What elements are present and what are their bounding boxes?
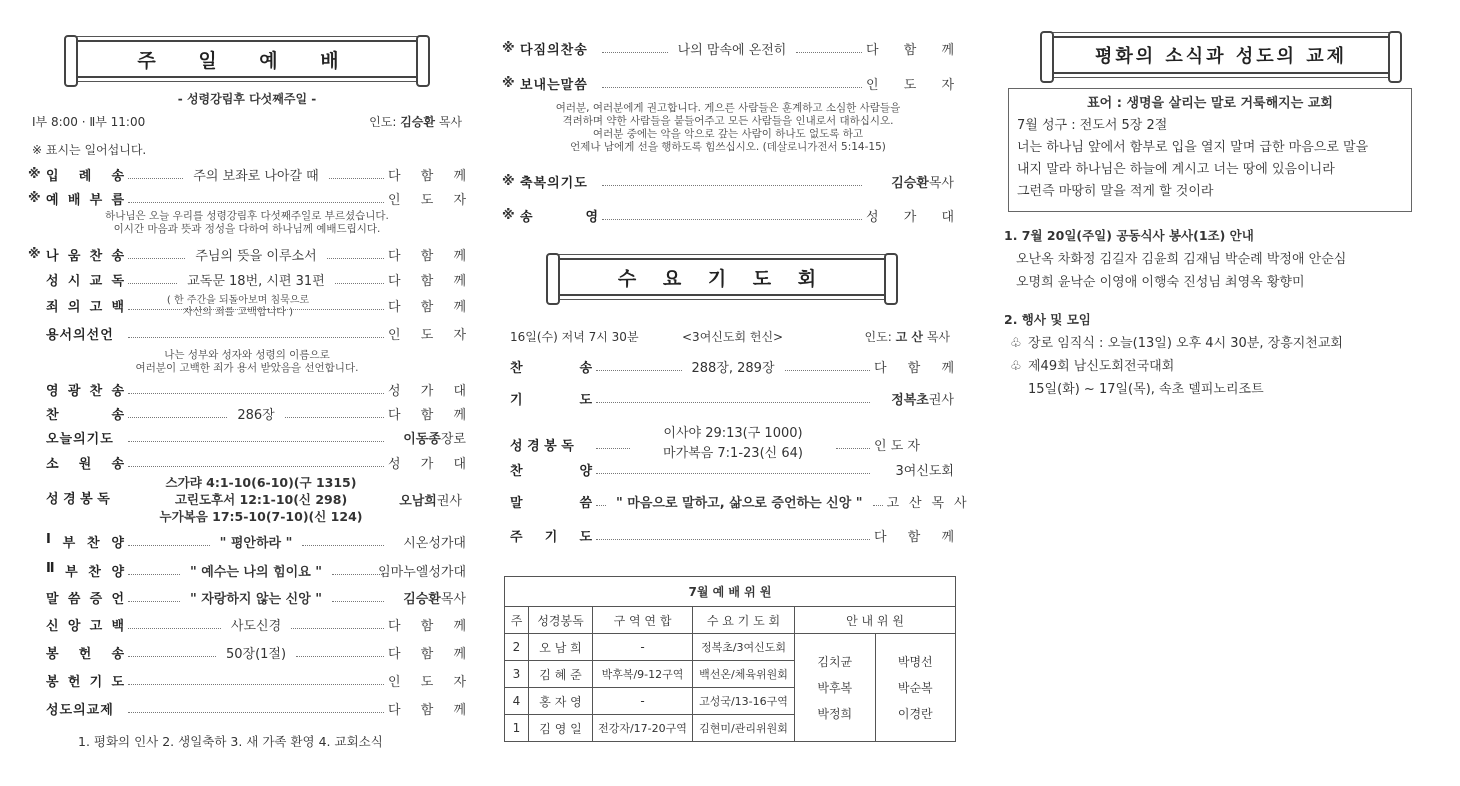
order-responder: 고 산 목 사 — [886, 495, 967, 511]
absolution-note: 나는 성부와 성자와 성령의 이름으로 여러분이 고백한 죄가 용서 받았음을 선언합니다. — [135, 349, 359, 374]
wednesday-date: 16일(수) 저녁 7시 30분 — [510, 330, 639, 344]
order-label: 성도의교제 — [46, 702, 114, 718]
table-row: 1 김 영 일 전강자/17-20구역 김현미/관리위원회 — [505, 715, 956, 742]
order-item — [28, 268, 466, 290]
order-responder: 다 함 께 — [388, 248, 467, 264]
order-item — [502, 37, 954, 59]
order-responder: 이동종장로 — [403, 431, 466, 447]
order-responder: 다 함 께 — [388, 407, 466, 423]
order-content: 주님의 뜻을 이루소서 — [195, 248, 317, 264]
scripture-label: 성 경 봉 독 — [46, 491, 110, 507]
order-responder: 다 함 께 — [874, 360, 955, 376]
events-list — [1010, 332, 1343, 401]
stand-mark: ※ — [28, 246, 41, 262]
order-item — [502, 204, 954, 226]
wed-scripture-resp: 인 도 자 — [874, 438, 920, 454]
order-label: 기 도 — [510, 392, 592, 408]
order-item — [28, 530, 466, 552]
order-item — [28, 669, 466, 691]
order-label: 봉 헌 기 도 — [46, 674, 124, 690]
order-responder: 인 도 자 — [866, 77, 954, 93]
order-responder: 성 가 대 — [866, 209, 954, 225]
order-responder: 다 함 께 — [388, 168, 467, 184]
serving-names: 오난옥 차화정 김길자 김윤희 김재님 박순례 박정애 안순심 오명희 윤낙순 이영애 이행숙 진성님 최영옥 황향미 — [1016, 252, 1347, 290]
sunday-service-title: 주 일 예 배 — [70, 40, 424, 78]
order-item — [28, 641, 466, 663]
order-label: 다짐의찬송 — [520, 42, 588, 58]
wed-scripture-label: 성 경 봉 독 — [510, 438, 574, 454]
sending-word-note: 여러분, 여러분에게 권고합니다. 게으른 사람들은 훈계하고 소심한 사람들을 격려하며 약한 사람들을 붙들어주고 모든 사람들을 인내로서 대하십시오. 여러분 중에는 악을 악으로 갚는 사람이 하나도 없도록 하고 언제나 남에게 선을 행하도록 힘쓰십시오. (데살로니가전서 5:14-15) — [555, 102, 901, 153]
table-title: 7월 예 배 위 원 — [505, 577, 956, 607]
order-item — [28, 163, 466, 185]
wednesday-prayer-title: 수 요 기 도 회 — [552, 258, 892, 296]
verse-line: 그런즉 마땅히 말을 적게 할 것이라 — [1017, 184, 1214, 199]
order-responder: 김승환목사 — [403, 591, 466, 607]
order-item — [28, 426, 466, 448]
scripture-reader: 오남희권사 — [399, 494, 462, 509]
order-label: 말 씀 — [510, 495, 592, 511]
order-label: 찬 양 — [510, 463, 592, 479]
order-responder: 3여신도회 — [895, 463, 954, 479]
order-item — [28, 697, 466, 719]
sending-and-wednesday-column — [502, 0, 967, 786]
verse-line: 내지 말라 하나님은 하늘에 계시고 너는 땅에 있음이니라 — [1017, 162, 1335, 177]
motto-box — [1008, 88, 1412, 212]
sunday-service-column — [28, 0, 466, 786]
order-responder: 다 함 께 — [866, 42, 955, 58]
order-responder: 다 함 께 — [388, 299, 466, 315]
stand-mark: ※ — [502, 173, 515, 189]
order-label: 입 례 송 — [46, 168, 124, 184]
order-item — [28, 586, 466, 608]
table-row: 3 김 혜 준 박후복/9-12구역 백선온/체육위원회 — [505, 661, 956, 688]
order-content: 주의 보좌로 나아갈 때 — [193, 168, 319, 184]
order-item — [28, 322, 466, 344]
order-item — [502, 490, 967, 512]
order-item — [502, 170, 954, 192]
worship-committee-table — [504, 576, 956, 742]
news-title: 평화의 소식과 성도의 교제 — [1046, 36, 1396, 74]
order-label: 보내는말씀 — [520, 77, 588, 93]
order-item — [502, 387, 954, 409]
list-item: ♧ 제49회 남신도회전국대회 — [1010, 359, 1175, 374]
order-responder: 인 도 자 — [388, 674, 466, 690]
order-label: Ⅱ 부 찬 양 — [46, 560, 124, 580]
order-responder: 인 도 자 — [388, 192, 466, 208]
service-times: Ⅰ부 8:00 · Ⅱ부 11:00 — [32, 115, 146, 129]
order-responder: 다 함 께 — [388, 273, 466, 289]
order-content: 사도신경 — [230, 618, 282, 634]
stand-mark: ※ — [28, 190, 41, 206]
wednesday-theme: <3여신도회 헌신> — [682, 330, 784, 344]
order-responder: 임마누엘성가대 — [378, 564, 466, 580]
order-item — [502, 72, 954, 94]
order-responder: 다 함 께 — [388, 618, 467, 634]
list-item: ♧ 장로 임직식 : 오늘(13일) 오후 4시 30분, 장흥지천교회 — [1010, 336, 1343, 351]
order-content: 나의 맘속에 온전히 — [677, 42, 787, 58]
order-responder: 다 함 께 — [388, 646, 467, 662]
order-content: 286장 — [237, 407, 275, 423]
list-item: 15일(화) ~ 17일(목), 속초 델피노리조트 — [1028, 382, 1264, 397]
order-item — [28, 613, 466, 635]
order-item — [28, 559, 466, 581]
order-label: 예 배 부 름 — [46, 192, 124, 208]
order-item — [28, 402, 466, 424]
stand-mark: ※ — [28, 166, 41, 182]
verse-line: 너는 하나님 앞에서 함부로 입을 열지 말며 급한 마음으로 말을 — [1017, 140, 1369, 155]
order-label: 축복의기도 — [520, 175, 588, 191]
order-label: 송 영 — [520, 209, 598, 225]
order-content: " 예수는 나의 힘이요 " — [189, 564, 323, 580]
order-label: 나 움 찬 송 — [46, 248, 124, 264]
table-row: 2 오 남 희 - 정복초/3여신도회 김치균 박후복 박정희 박명선 박순복 이경란 — [505, 634, 956, 661]
order-responder: 성 가 대 — [388, 456, 466, 472]
ushers-a: 김치균 박후복 박정희 — [795, 634, 876, 742]
order-content: " 평안하라 " — [219, 535, 293, 551]
order-responder: 김승환목사 — [891, 175, 954, 191]
order-responder: 인 도 자 — [388, 327, 466, 343]
order-label: 찬 송 — [46, 407, 124, 423]
order-label: 소 원 송 — [46, 456, 124, 472]
service-leader: 인도: 김승환 목사 — [369, 115, 462, 129]
order-responder: 다 함 께 — [874, 529, 954, 545]
order-label: 성 시 교 독 — [46, 273, 124, 289]
sunday-subtitle: - 성령강림후 다섯째주일 - — [177, 92, 317, 106]
confession-note: ( 한 주간을 되돌아보며 침묵으로 자신의 죄를 고백합니다 ) — [166, 295, 310, 318]
order-label: 영 광 찬 송 — [46, 383, 124, 399]
section-2-title: 2. 행사 및 모임 — [1004, 312, 1091, 327]
order-label: 오늘의기도 — [46, 431, 114, 447]
call-to-worship-note: 하나님은 오늘 우리를 성령강림후 다섯째주일로 부르셨습니다. 이시간 마음과 뜻과 정성을 다하여 하나님께 예배드립시다. — [105, 210, 389, 235]
order-responder: 시온성가대 — [403, 535, 466, 551]
order-content: " 마음으로 말하고, 삶으로 증언하는 신앙 " — [616, 495, 863, 511]
order-item — [28, 378, 466, 400]
wed-scripture-list: 이사야 29:13(구 1000) 마가복음 7:1-23(신 64) — [663, 426, 803, 461]
order-responder: 다 함 께 — [388, 702, 466, 718]
order-item — [502, 355, 954, 377]
sunday-scripture-list: 스가랴 4:1-10(6-10)(구 1315) 고린도후서 12:1-10(신 298) 누가복음 17:5-10(7-10)(신 124) — [159, 475, 363, 524]
order-content: " 자랑하지 않는 신앙 " — [189, 591, 323, 607]
stand-note: ※ 표시는 일어섭니다. — [32, 143, 147, 157]
order-label: 주 기 도 — [510, 529, 592, 545]
order-label: 찬 송 — [510, 360, 592, 376]
stand-mark: ※ — [502, 207, 515, 223]
order-item — [502, 524, 954, 546]
order-responder: 성 가 대 — [388, 383, 466, 399]
order-label: Ⅰ 부 찬 양 — [46, 531, 124, 551]
fellowship-note: 1. 평화의 인사 2. 생일축하 3. 새 가족 환영 4. 교회소식 — [78, 734, 383, 749]
stand-mark: ※ — [502, 75, 515, 91]
section-1-title: 1. 7월 20일(주일) 공동식사 봉사(1조) 안내 — [1004, 228, 1254, 243]
news-column — [1000, 0, 1420, 786]
order-item — [28, 243, 466, 265]
order-content: 교독문 18번, 시편 31편 — [187, 273, 325, 289]
month-verse-ref: 7월 성구 : 전도서 5장 2절 — [1017, 118, 1168, 133]
order-label: 신 앙 고 백 — [46, 618, 124, 634]
table-row: 4 홍 자 영 - 고성국/13-16구역 — [505, 688, 956, 715]
order-responder: 정복초권사 — [891, 392, 954, 408]
ushers-b: 박명선 박순복 이경란 — [875, 634, 956, 742]
order-item — [28, 187, 466, 209]
church-motto: 표어 : 생명을 살리는 말로 거룩해지는 교회 — [1087, 96, 1333, 111]
order-label: 봉 헌 송 — [46, 646, 124, 662]
order-content: 50장(1절) — [225, 646, 287, 662]
wednesday-leader: 인도: 고 산 목사 — [864, 330, 950, 344]
order-item — [28, 451, 466, 473]
order-content: 288장, 289장 — [691, 360, 775, 376]
order-label: 용서의선언 — [46, 327, 114, 343]
order-label: 죄 의 고 백 — [46, 299, 124, 315]
wed-scripture-row — [502, 424, 954, 464]
stand-mark: ※ — [502, 40, 515, 56]
table-header-row: 주 성경봉독 구 역 연 합 수 요 기 도 회 안 내 위 원 — [505, 607, 956, 634]
order-label: 말 씀 증 언 — [46, 591, 124, 607]
